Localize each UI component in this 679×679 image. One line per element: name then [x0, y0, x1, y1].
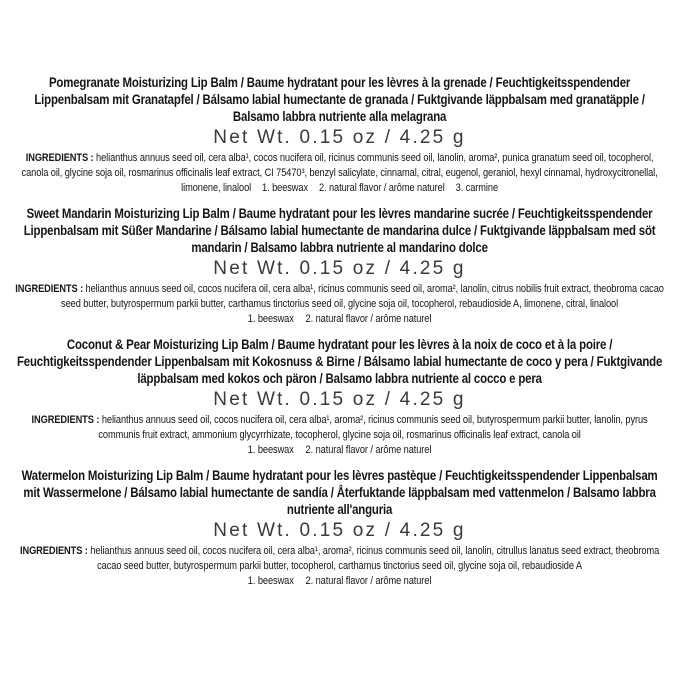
- ingredients-text: helianthus annuus seed oil, cocos nucifera oil, cera alba¹, aroma², ricinus communis seed oil, lanolin, citrullus lanatus seed extract, theobroma cacao seed butter, butyrospermum parkii butter, tocopherol, carthamus tinctorius seed oil, glycine soja oil, rebaudioside A: [90, 545, 660, 572]
- footnote-beeswax: 1. beeswax: [262, 182, 309, 194]
- ingredients-paragraph: [12, 413, 667, 443]
- footnotes-line: [12, 574, 667, 589]
- product-title: Coconut & Pear Moisturizing Lip Balm / Baume hydratant pour les lèvres à la noix de coco et à la poire / Feuchtigkeitsspendender Lippenbalsam mit Kokosnuss & Birne / Bálsamo labial humectante de coco y pera / Fuktgivande läppbalsam med kokos och päron / Balsamo labbra nutriente al cocco e pera: [16, 337, 663, 386]
- ingredients-text: helianthus annuus seed oil, cera alba¹, cocos nucifera oil, ricinus communis seed oil, lanolin, aroma², punica granatum seed oil, tocopherol, canola oil, glycine soja oil, rosmarinus officinalis leaf extract, CI 75470³, benzyl salicylate, cinnamal, citral, eugenol, geraniol, hexyl cinnamal, hydroxycitronellal, limonene, linalool: [21, 152, 658, 194]
- footnote-beeswax: 1. beeswax: [247, 313, 294, 325]
- footnote-natural-flavor: 2. natural flavor / arôme naturel: [305, 313, 432, 325]
- ingredients-paragraph: [12, 544, 667, 574]
- net-weight: Net Wt. 0.15 oz / 4.25 g: [213, 520, 466, 541]
- ingredients-label: INGREDIENTS :: [15, 283, 86, 295]
- footnote-natural-flavor: 2. natural flavor / arôme naturel: [318, 182, 445, 194]
- ingredients-paragraph: [12, 151, 667, 196]
- ingredients-label: INGREDIENTS :: [31, 414, 102, 426]
- product-block-watermelon: [12, 467, 667, 589]
- product-block-sweet-mandarin: [12, 205, 667, 327]
- product-title: Pomegranate Moisturizing Lip Balm / Baume hydratant pour les lèvres à la grenade / Feuchtigkeitsspendender Lippenbalsam mit Granatapfel / Bálsamo labial humectante de granada / Fuktgivande läppbalsam med granatäpple / Balsamo labbra nutriente alla melagrana: [34, 75, 645, 124]
- product-title: Watermelon Moisturizing Lip Balm / Baume hydratant pour les lèvres pastèque / Feuchtigkeitsspendender Lippenbalsam mit Wassermelone / Bálsamo labial humectante de sandía / Återfuktande läppbalsam med vattenmelon / Balsamo labbra nutriente all'anguria: [21, 468, 658, 517]
- condensed-text-wrapper: [12, 74, 667, 125]
- footnote-natural-flavor: 2. natural flavor / arôme naturel: [305, 444, 432, 456]
- product-block-pomegranate: [12, 74, 667, 196]
- ingredients-label: INGREDIENTS :: [25, 152, 97, 164]
- footnotes-line: [12, 312, 667, 327]
- footnote-natural-flavor: 2. natural flavor / arôme naturel: [305, 575, 432, 587]
- condensed-text-wrapper: [12, 544, 667, 589]
- footnotes-line: [12, 443, 667, 458]
- ingredients-paragraph: [12, 282, 667, 312]
- product-label-sheet: [12, 0, 667, 589]
- condensed-text-wrapper: [12, 282, 667, 327]
- net-weight: Net Wt. 0.15 oz / 4.25 g: [213, 127, 466, 148]
- product-title: Sweet Mandarin Moisturizing Lip Balm / Baume hydratant pour les lèvres mandarine sucrée / Feuchtigkeitsspendender Lippenbalsam mit Süßer Mandarine / Bálsamo labial humectante de mandarina dulce / Fuktgivande läppbalsam med söt mandarin / Balsamo labbra nutriente al mandarino dolce: [23, 206, 656, 255]
- condensed-text-wrapper: [12, 151, 667, 196]
- net-weight: Net Wt. 0.15 oz / 4.25 g: [213, 258, 466, 279]
- condensed-text-wrapper: [12, 205, 667, 256]
- condensed-text-wrapper: [12, 336, 667, 387]
- footnote-carmine: 3. carmine: [455, 182, 499, 194]
- product-block-coconut-pear: [12, 336, 667, 458]
- net-weight: Net Wt. 0.15 oz / 4.25 g: [213, 389, 466, 410]
- condensed-text-wrapper: [12, 413, 667, 458]
- ingredients-label: INGREDIENTS :: [19, 545, 91, 557]
- ingredients-text: helianthus annuus seed oil, cocos nucifera oil, cera alba¹, aroma², ricinus communis seed oil, butyrospermum parkii butter, lanolin, pyrus communis fruit extract, ammonium glycyrrhizate, tocopherol, glycine soja oil, rosmarinus officinalis leaf extract, canola oil: [98, 414, 648, 441]
- condensed-text-wrapper: [12, 467, 667, 518]
- ingredients-text: helianthus annuus seed oil, cocos nucifera oil, cera alba¹, ricinus communis seed oil, aroma², lanolin, citrus nobilis fruit extract, theobroma cacao seed butter, butyrospermum parkii butter, carthamus tinctorius seed oil, glycine soja oil, tocopherol, rebaudioside A, limonene, citral, linalool: [61, 283, 664, 310]
- footnote-beeswax: 1. beeswax: [247, 444, 294, 456]
- footnote-beeswax: 1. beeswax: [247, 575, 294, 587]
